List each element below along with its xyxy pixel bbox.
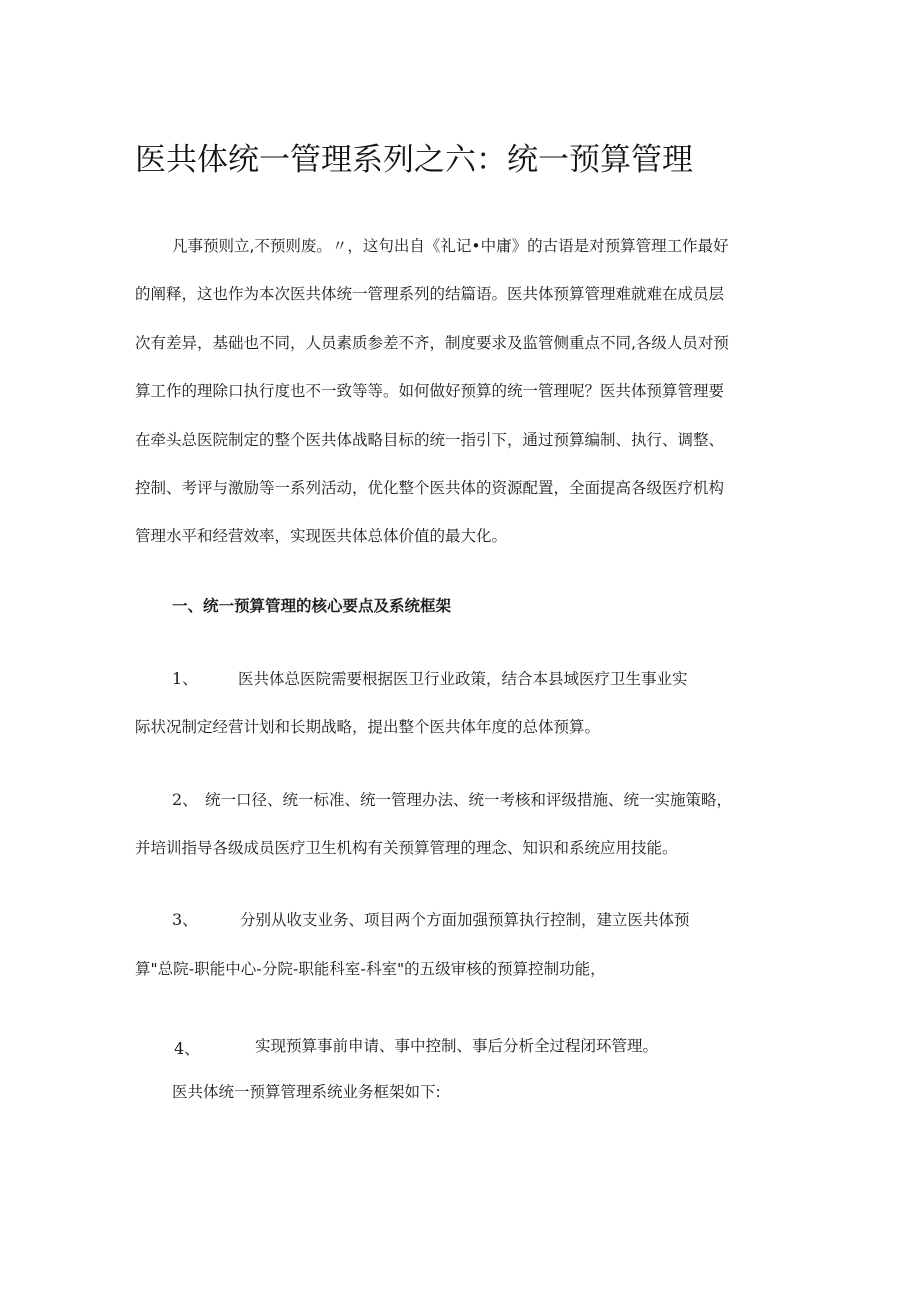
item-text: 际状况制定经营计划和长期战略，提出整个医共体年度的总体预算。 [135,718,601,736]
intro-line: 管理水平和经营效率，实现医共体总体价值的最大化。 [135,527,508,545]
item-text: 实现预算事前申请、事中控制、事后分析全过程闭环管理。 [255,1037,659,1055]
item-text: 并培训指导各级成员医疗卫生机构有关预算管理的理念、知识和系统应用技能。 [135,839,678,857]
item-text: 医共体总医院需要根据医卫行业政策，结合本县域医疗卫生事业实 [238,670,688,688]
item-text: 统一口径、统一标准、统一管理办法、统一考核和评级措施、统一实施策略， [205,791,733,809]
intro-line: 算工作的理除口执行度也不一致等等。如何做好预算的统一管理呢？医共体预算管理要 [135,382,725,400]
intro-line: 次有差异，基础也不同，人员素质参差不齐，制度要求及监管侧重点不同,各级人员对预 [135,334,729,352]
intro-line: 在牵头总医院制定的整个医共体战略目标的统一指引下，通过预算编制、执行、调整、 [135,431,725,449]
intro-line: 凡事预则立,不预则废。〃，这句出自《礼记•中庸》的古语是对预算管理工作最好 [172,237,729,255]
item-text: 算"总院-职能中心-分院-职能科室-科室"的五级审核的预算控制功能， [135,960,606,978]
item-number: 4、 [174,1039,201,1058]
item-number: 2、 [172,790,199,809]
page-title: 医共体统一管理系列之六：统一预算管理 [135,142,693,178]
item-text: 分别从收支业务、项目两个方面加强预算执行控制，建立医共体预 [240,911,690,929]
section-heading: 一、统一预算管理的核心要点及系统框架 [172,597,452,615]
intro-line: 的阐释，这也作为本次医共体统一管理系列的结篇语。医共体预算管理难就难在成员层 [135,285,725,303]
item-number: 1、 [172,669,199,688]
closing-line: 医共体统一预算管理系统业务框架如下: [172,1083,441,1101]
intro-line: 控制、考评与激励等一系列活动，优化整个医共体的资源配置，全面提高各级医疗机构 [135,479,725,497]
item-number: 3、 [172,910,199,929]
